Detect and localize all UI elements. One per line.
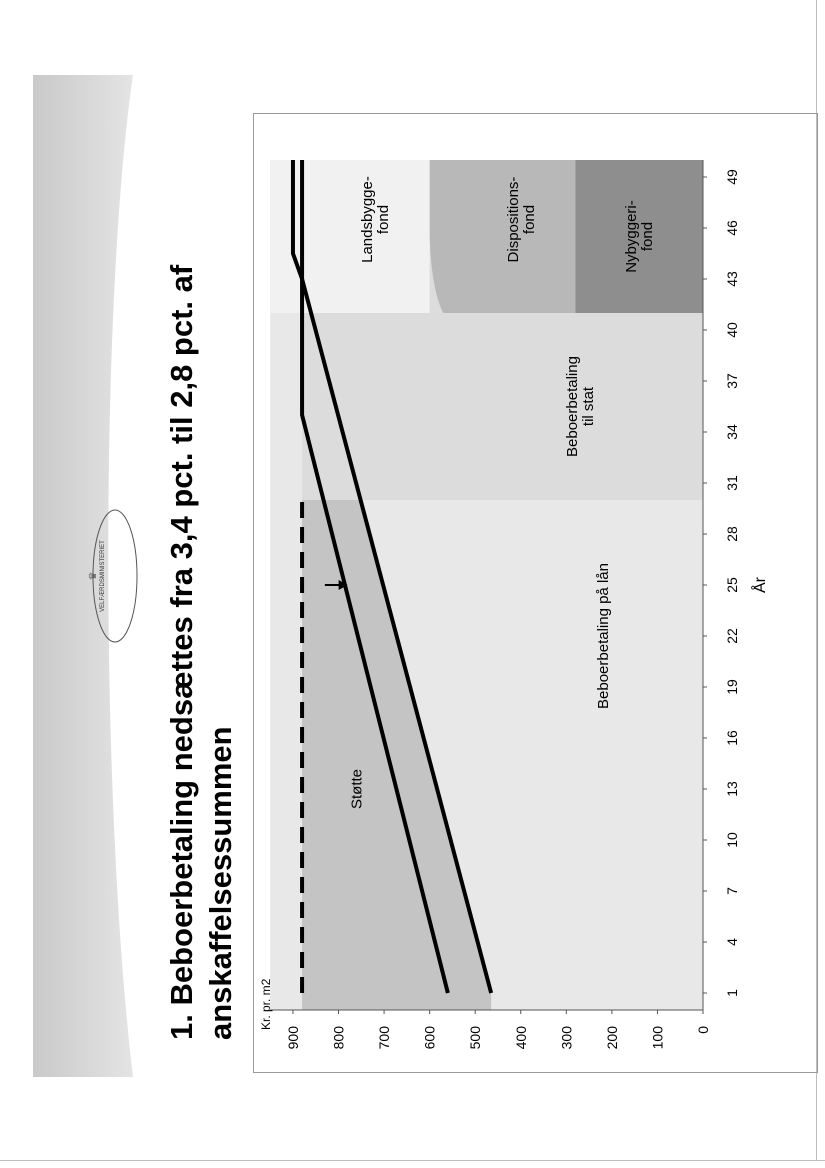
year-tick-label: 43 xyxy=(724,271,740,287)
value-tick-label: 300 xyxy=(558,1026,575,1050)
year-tick-label: 1 xyxy=(724,989,740,997)
label-stoette-line: Støtte xyxy=(348,768,366,810)
label-landsbyggefond-line: Landsbygge- xyxy=(358,176,376,263)
slide-title-line1: 1. Beboerbetaling nedsættes fra 3,4 pct. til 2,8 pct. af xyxy=(164,264,199,1040)
value-axis-title: Kr. pr. m2 xyxy=(259,978,273,1030)
label-beboerbetaling-laan xyxy=(595,563,612,709)
value-tick-label: 800 xyxy=(330,1026,347,1050)
value-tick-label: 500 xyxy=(467,1026,484,1050)
crown-icon: ♛ xyxy=(88,571,99,581)
year-tick-label: 10 xyxy=(724,832,740,848)
label-dispositionsfond-line: Dispositions- xyxy=(504,176,522,263)
label-beboerbetaling-stat-line: Beboerbetaling xyxy=(563,356,581,457)
year-tick-label: 7 xyxy=(724,887,740,895)
year-tick-label: 22 xyxy=(724,628,740,644)
value-tick-label: 700 xyxy=(376,1026,393,1050)
year-tick-label: 46 xyxy=(724,220,740,236)
value-tick-label: 600 xyxy=(421,1026,438,1050)
label-dispositionsfond-line: fond xyxy=(520,204,538,235)
value-tick-label: 400 xyxy=(512,1026,529,1050)
year-tick-label: 40 xyxy=(724,322,740,338)
label-nybyggerifond-line: Nybyggeri- xyxy=(623,200,641,273)
value-tick-label: 100 xyxy=(649,1026,666,1050)
year-tick-label: 16 xyxy=(724,730,740,746)
logo-text: VELFÆRDSMINISTERIET xyxy=(100,540,106,612)
slide-title-line2: anskaffelsessummen xyxy=(203,726,238,1040)
decorative-band xyxy=(33,75,133,1077)
chart xyxy=(259,160,769,1049)
year-tick-label: 31 xyxy=(724,475,740,491)
label-nybyggerifond-line: fond xyxy=(639,221,657,252)
value-tick-label: 0 xyxy=(695,1026,711,1034)
year-tick-label: 4 xyxy=(724,938,740,946)
year-tick-label: 19 xyxy=(724,679,740,695)
year-tick-label: 49 xyxy=(724,169,740,185)
year-tick-label: 34 xyxy=(724,424,740,440)
value-tick-label: 200 xyxy=(603,1026,620,1050)
year-tick-label: 37 xyxy=(724,373,740,389)
year-tick-label: 28 xyxy=(724,526,740,542)
label-stoette xyxy=(349,769,366,809)
label-landsbyggefond-line: fond xyxy=(374,204,392,235)
region-dispositionsfond xyxy=(430,160,576,313)
year-axis-title: År xyxy=(752,577,769,593)
year-tick-label: 13 xyxy=(724,781,740,797)
label-beboerbetaling-laan-line: Beboerbetaling på lån xyxy=(594,563,612,709)
label-beboerbetaling-stat-line: til stat xyxy=(579,386,597,427)
value-tick-label: 900 xyxy=(284,1026,301,1050)
year-tick-label: 25 xyxy=(724,577,740,593)
